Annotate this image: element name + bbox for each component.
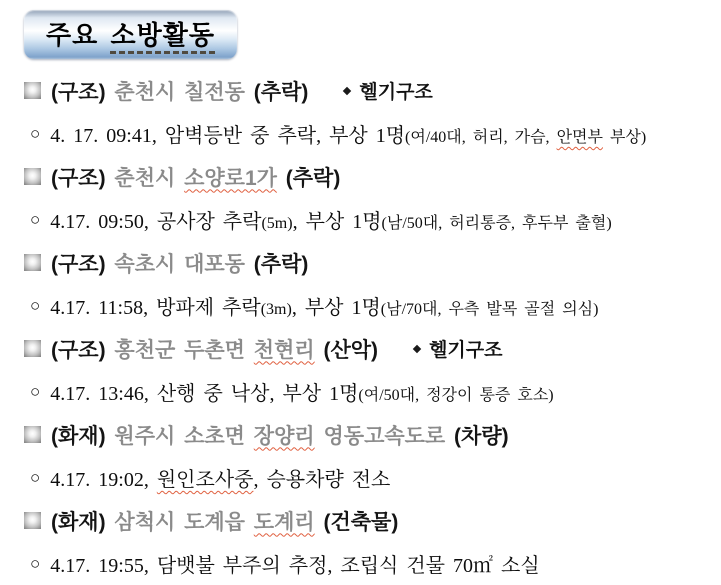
incident-entry xyxy=(24,155,713,241)
text-segment: , 부상 1명 xyxy=(291,297,381,319)
text-segment: (남/50대, 허리통증, 후두부 출혈) xyxy=(381,215,612,232)
text-segment: (산악) xyxy=(314,338,379,362)
helicopter-note xyxy=(414,335,502,362)
text-segment: (추락) xyxy=(244,252,309,276)
text-segment: 장양리 xyxy=(253,424,315,448)
detail-text xyxy=(50,205,611,234)
incident-entry xyxy=(24,499,713,585)
circle-marker-icon: ○ xyxy=(30,553,41,573)
incident-detail xyxy=(24,112,713,155)
incident-heading xyxy=(24,413,713,456)
incident-entry xyxy=(24,327,713,413)
text-segment: 삼척시 도계읍 xyxy=(114,510,254,534)
incident-title xyxy=(51,76,308,106)
page-title xyxy=(24,10,237,59)
square-bullet-icon xyxy=(24,168,41,185)
incident-heading xyxy=(24,241,713,284)
note-label: 헬기구조 xyxy=(429,340,503,361)
text-segment: 소양로1가 xyxy=(184,166,277,190)
circle-marker-icon: ○ xyxy=(30,295,41,315)
incident-detail xyxy=(24,370,713,413)
square-bullet-icon xyxy=(24,340,41,357)
square-bullet-icon xyxy=(24,82,41,99)
text-segment: 춘천시 칠전동 xyxy=(114,80,245,104)
text-segment: 4.17. 19:55, 담뱃불 부주의 추정, 조립식 건물 70㎡ 소실 xyxy=(50,555,540,577)
incident-heading xyxy=(24,155,713,198)
text-segment: (화재) xyxy=(51,424,115,448)
incident-entry xyxy=(24,413,713,499)
incident-title xyxy=(51,506,398,536)
incident-detail xyxy=(24,542,713,585)
note-label: 헬기구조 xyxy=(359,82,433,103)
text-segment: (추락) xyxy=(244,80,309,104)
text-segment: 춘천시 xyxy=(114,166,185,190)
text-segment: (차량) xyxy=(445,424,509,448)
incident-detail xyxy=(24,456,713,499)
circle-marker-icon: ○ xyxy=(30,123,41,143)
text-segment: , 승용차량 전소 xyxy=(253,469,391,491)
text-segment: (5m) xyxy=(261,215,293,232)
text-segment: (구조) xyxy=(51,166,115,190)
text-segment: (3m) xyxy=(260,301,292,318)
square-bullet-icon xyxy=(24,512,41,529)
text-segment: (구조) xyxy=(51,80,115,104)
incident-title xyxy=(51,420,509,450)
diamond-bullet-icon xyxy=(413,344,421,352)
text-segment: (화재) xyxy=(51,510,115,534)
circle-marker-icon: ○ xyxy=(30,209,41,229)
text-segment: 주요 xyxy=(46,20,111,50)
incident-heading xyxy=(24,327,713,370)
detail-text xyxy=(50,119,646,148)
text-segment: , 부상 1명 xyxy=(292,211,382,233)
text-segment: (구조) xyxy=(51,252,115,276)
text-segment: (추락) xyxy=(276,166,341,190)
text-segment: 천현리 xyxy=(253,338,315,362)
text-segment: 4.17. 13:46, 산행 중 낙상, 부상 1명 xyxy=(50,383,359,405)
text-segment: 부상) xyxy=(602,129,647,146)
square-bullet-icon xyxy=(24,254,41,271)
text-segment: 안면부 xyxy=(556,129,603,146)
text-segment: (여/40대, 허리, 가슴, xyxy=(405,129,557,146)
incident-entry xyxy=(24,241,713,327)
incident-entry xyxy=(24,69,713,155)
incident-detail xyxy=(24,198,713,241)
text-segment: (건축물) xyxy=(314,510,399,534)
text-segment: 소방활동 xyxy=(110,20,214,54)
detail-text xyxy=(50,377,553,406)
text-segment: 4.17. 09:50, 공사장 추락 xyxy=(50,211,262,233)
circle-marker-icon: ○ xyxy=(30,381,41,401)
detail-text xyxy=(50,463,390,492)
incident-title xyxy=(51,334,378,364)
circle-marker-icon: ○ xyxy=(30,467,41,487)
text-segment: 영동고속도로 xyxy=(314,424,446,448)
helicopter-note xyxy=(344,77,432,104)
text-segment: 홍천군 두촌면 xyxy=(114,338,254,362)
text-segment: (여/50대, 정강이 통증 호소) xyxy=(358,387,554,404)
text-segment: 원주시 소초면 xyxy=(114,424,254,448)
text-segment: 4. 17. 09:41, 암벽등반 중 추락, 부상 1명 xyxy=(50,125,406,147)
text-segment: 4.17. 11:58, 방파제 추락 xyxy=(50,297,261,319)
entries xyxy=(24,69,713,585)
diamond-bullet-icon xyxy=(343,86,351,94)
square-bullet-icon xyxy=(24,426,41,443)
incident-title xyxy=(51,162,340,192)
incident-detail xyxy=(24,284,713,327)
detail-text xyxy=(50,549,539,578)
incident-heading xyxy=(24,69,713,112)
text-segment: (남/70대, 우측 발목 골절 의심) xyxy=(380,301,599,318)
text-segment: 4.17. 19:02, xyxy=(50,469,157,491)
text-segment: 도계리 xyxy=(253,510,315,534)
text-segment: (구조) xyxy=(51,338,115,362)
detail-text xyxy=(50,291,598,320)
incident-heading xyxy=(24,499,713,542)
text-segment: 원인조사중 xyxy=(156,469,254,491)
incident-title xyxy=(51,248,308,278)
text-segment: 속초시 대포동 xyxy=(114,252,245,276)
